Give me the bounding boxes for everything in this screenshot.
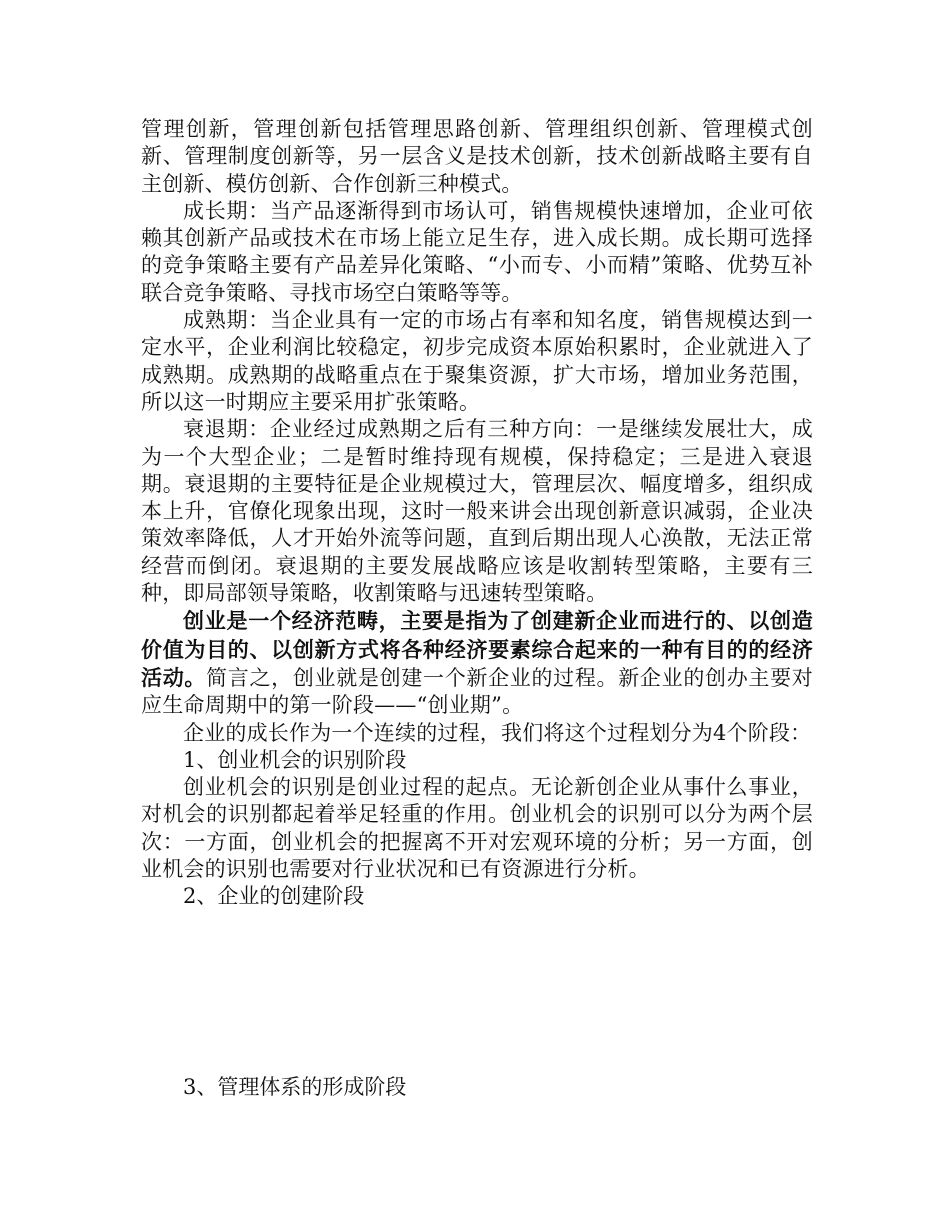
paragraph-maturity-stage: 成熟期：当企业具有一定的市场占有率和知名度，销售规模达到一定水平，企业利润比较稳定，初步完成资本原始积累时，企业就进入了成熟期。成熟期的战略重点在于聚集资源，扩大市场，增加业务范围，所以这一时期应主要采用扩张策略。 [141, 308, 813, 414]
paragraph-decline-stage: 衰退期：企业经过成熟期之后有三种方向：一是继续发展壮大，成为一个大型企业；二是暂时维持现有规模，保持稳定；三是进入衰退期。衰退期的主要特征是企业规模过大，管理层次、幅度增多，组织成本上升，官僚化现象出现，这时一般来讲会出现创新意识减弱，企业决策效率降低，人才开始外流等问题，直到后期出现人心涣散，无法正常经营而倒闭。衰退期的主要发展战略应该是收割转型策略，主要有三种，即局部领导策略，收割策略与迅速转型策略。 [141, 417, 813, 606]
paragraph-management-innovation: 管理创新，管理创新包括管理思路创新、管理组织创新、管理模式创新、管理制度创新等，另一层含义是技术创新，技术创新战略主要有自主创新、模仿创新、合作创新三种模式。 [141, 117, 813, 196]
paragraph-growth-stage: 成长期：当产品逐渐得到市场认可，销售规模快速增加，企业可依赖其创新产品或技术在市场上能立足生存，进入成长期。成长期可选择的竞争策略主要有产品差异化策略、“小而专、小而精”策略、优势互补联合竞争策略、寻找市场空白策略等等。 [141, 198, 813, 305]
entrepreneurship-definition-bold: 创业是一个经济范畴，主要是指为了创建新企业而进行的、以创造价值为目的、以创新方式将各种经济要素综合起来的一种有目的的经济活动。 [141, 608, 813, 690]
stage-heading-creation: 2、企业的创建阶段 [183, 884, 365, 909]
stage-heading-opportunity: 1、创业机会的识别阶段 [183, 747, 407, 772]
blank-space [141, 911, 813, 1074]
stage-heading-management-system: 3、管理体系的形成阶段 [183, 1074, 407, 1099]
entrepreneurship-definition-rest: 简言之，创业就是创建一个新企业的过程。新企业的创办主要对应生命周期中的第一阶段——“创业期”。 [141, 665, 813, 718]
paragraph-growth-process: 企业的成长作为一个连续的过程，我们将这个过程划分为4个阶段： [183, 720, 812, 745]
paragraph-entrepreneurship-definition [141, 607, 813, 719]
paragraph-opportunity-identification: 创业机会的识别是创业过程的起点。无论新创企业从事什么事业，对机会的识别都起着举足轻重的作用。创业机会的识别可以分为两个层次：一方面，创业机会的把握离不开对宏观环境的分析；另一方面，创业机会的识别也需要对行业状况和已有资源进行分析。 [141, 775, 813, 882]
document-body [141, 116, 813, 1101]
